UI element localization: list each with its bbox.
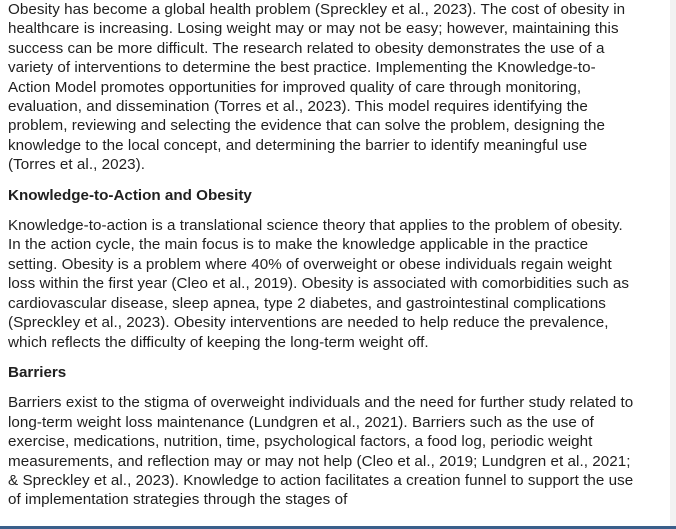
section-heading-knowledge-to-action: Knowledge-to-Action and Obesity: [8, 186, 252, 204]
section-heading-barriers: Barriers: [8, 363, 67, 381]
document-body: [8, 0, 638, 510]
intro-paragraph: Obesity has become a global health problem (Spreckley et al., 2023). The cost of obesity in healthcare is increasing. Losing weight may or may not be easy; however, maintaining this success can be more difficult. The research related to obesity demonstrates the use of a variety of interventions to determine the best practice. Implementing the Knowledge-to-Action Model promotes opportunities for improved quality of care through monitoring, evaluation, and dissemination (Torres et al., 2023). This model requires identifying the problem, reviewing and selecting the evidence that can solve the problem, designing the knowledge to the local concept, and determining the barrier to identify meaningful use (Torres et al., 2023).: [8, 1, 626, 174]
barriers-paragraph: Barriers exist to the stigma of overweight individuals and the need for further study related to long-term weight loss maintenance (Lundgren et al., 2021). Barriers such as the use of exercise, medications, nutrition, time, psychological factors, a food log, periodic weight measurements, and reflection may or may not help (Cleo et al., 2019; Lundgren et al., 2021; & Spreckley et al., 2023). Knowledge to action facilitates a creation funnel to support the use of implementation strategies through the stages of: [8, 394, 634, 509]
vertical-scrollbar[interactable]: [670, 0, 676, 529]
knowledge-to-action-paragraph: Knowledge-to-action is a translational science theory that applies to the problem of obesity. In the action cycle, the main focus is to make the knowledge applicable in the practice setting. Obesity is a problem where 40% of overweight or obese individuals regain weight loss within the first year (Cleo et al., 2019). Obesity is associated with comorbidities such as cardiovascular disease, sleep apnea, type 2 diabetes, and gastrointestinal complications (Spreckley et al., 2023). Obesity interventions are needed to help reduce the prevalence, which reflects the difficulty of keeping the long-term weight off.: [8, 217, 629, 351]
